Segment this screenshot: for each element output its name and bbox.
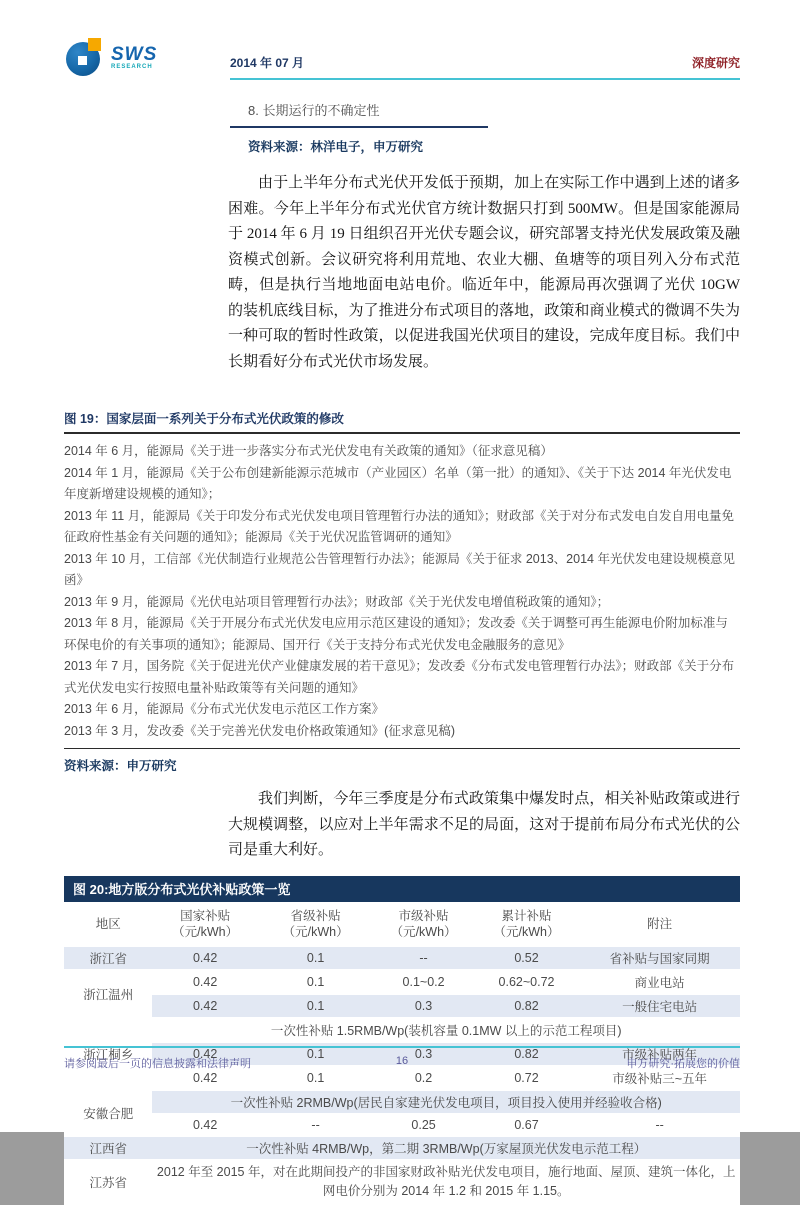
cell-national: 0.42 [152,970,257,994]
cell-municipal: 0.3 [373,1042,473,1066]
cell-national: 0.42 [152,994,257,1018]
page-number: 16 [395,1055,409,1067]
report-date: 2014 年 07 月 [230,56,305,70]
table-row [64,1018,740,1042]
col-note: 附注 [579,902,740,946]
cell-provincial: 0.1 [258,1042,374,1066]
cell-note: 商业电站 [579,970,740,994]
cell-note: 市级补贴三~五年 [579,1066,740,1090]
cell-policy-text: 一次性补贴 2RMB/Wp(居民自家建光伏发电项目，项目投入使用并经验收合格) [152,1090,740,1114]
cell-cumulative: 0.62~0.72 [474,970,579,994]
table-row [64,994,740,1018]
cell-provincial: 0.1 [258,970,374,994]
body-paragraph-2: 我们判断，今年三季度是分布式政策集中爆发时点，相关补贴政策或进行大规模调整，以应对上半年需求不足的局面，这对于提前布局分布式光伏的公司是重大利好。 [228,791,740,858]
report-category: 深度研究 [691,56,740,70]
figure-19 [64,409,740,774]
figure-19-policy-list [64,434,740,748]
cell-provincial: -- [258,1114,374,1136]
cell-region: 浙江温州 [64,970,152,1018]
col-national: 国家补贴 （元/kWh） [152,902,257,946]
cell-note: 市级补贴两年 [579,1042,740,1066]
figure-19-title: 图 19：国家层面一系列关于分布式光伏政策的修改 [64,409,740,434]
policy-item: 2013 年 6 月，能源局《分布式光伏发电示范区工作方案》 [64,702,385,716]
policy-item: 2014 年 6 月，能源局《关于进一步落实分布式光伏发电有关政策的通知》（征求意见稿） [64,444,553,458]
cell-municipal: 0.2 [373,1066,473,1090]
cell-national: 0.42 [152,946,257,970]
logo-brand-text: SWS [111,44,158,65]
section-8-heading: 8. 长期运行的不确定性 [248,103,380,118]
cell-municipal: 0.1~0.2 [373,970,473,994]
cell-municipal: 0.25 [373,1114,473,1136]
cell-cumulative: 0.52 [474,946,579,970]
figure-20 [64,876,740,1205]
footer-slogan: 申万研究·拓展您的价值 [626,1058,740,1070]
cell-cumulative: 0.67 [474,1114,579,1136]
cell-note: -- [579,1114,740,1136]
table-row [64,1136,740,1160]
table-row [64,1114,740,1136]
table-row [64,970,740,994]
policy-item: 2013 年 3 月，发改委《关于完善光伏发电价格政策通知》(征求意见稿) [64,723,456,738]
figure-19-source: 资料来源：申万研究 [64,748,740,774]
body-paragraph-1: 由于上半年分布式光伏开发低于预期，加上在实际工作中遇到上述的诸多困难。今年上半年分布式光伏官方统计数据只打到 500MW。但是国家能源局于 2014 年 6 月 19 日组织召开光伏专题会议，研究部署支持光伏发展政策及融资模式创新。会议研究将利用荒地、农业大棚、鱼塘等的项目列入分布式范畴，但是执行当地地面电站电价。临近年中，能源局再次强调了光伏 10GW 的装机底线目标，为了推进分布式项目的落地，政策和商业模式的微调不失为一种可取的暂时性政策，以促进我国光伏项目的建设，完成年度目标。我们中长期看好分布式光伏市场发展。 [228,175,740,370]
sws-logo-icon [66,38,106,78]
policy-item: 2013 年 9 月，能源局《光伏电站项目管理暂行办法》；财政部《关于光伏发电增值税政策的通知》； [64,594,610,609]
cell-municipal: 0.3 [373,994,473,1018]
sws-logo [66,38,184,78]
cell-note: 一般住宅电站 [579,994,740,1018]
cell-policy-text: 一次性补贴 1.5RMB/Wp(装机容量 0.1MW 以上的示范工程项目) [152,1018,740,1042]
table-row [64,946,740,970]
cell-note: 省补贴与国家同期 [579,946,740,970]
logo-sub-text: RESEARCH [111,64,153,70]
policy-item: 2013 年 8 月，能源局《关于开展分布式光伏发电应用示范区建设的通知》；发改委《关于调整可再生能源电价附加标准与环保电价的有关事项的通知》；能源局、国开行《关于支持分布式光伏发电金融服务的意见》 [64,616,728,652]
cell-national: 0.42 [152,1042,257,1066]
section-8-source: 资料来源：林洋电子，申万研究 [248,140,424,154]
col-municipal: 市级补贴 （元/kWh） [373,902,473,946]
col-provincial: 省级补贴 （元/kWh） [258,902,374,946]
table-row [64,1160,740,1204]
cell-provincial: 0.1 [258,1066,374,1090]
cell-national: 0.42 [152,1114,257,1136]
footer-disclaimer: 请参阅最后一页的信息披露和法律声明 [64,1058,251,1070]
policy-item: 2013 年 11 月，能源局《关于印发分布式光伏发电项目管理暂行办法的通知》；财政部《关于对分布式发电自发自用电量免征政府性基金有关问题的通知》；能源局《关于光伏况监管调研的通知》 [64,508,734,544]
cell-region: 安徽合肥 [64,1090,152,1136]
cell-region: 江西省 [64,1136,152,1160]
policy-item: 2014 年 1 月，能源局《关于公布创建新能源示范城市（产业园区）名单（第一批）的通知》、《关于下达 2014 年光伏发电年度新增建设规模的通知》； [64,465,732,501]
cell-policy-text: 一次性补贴 4RMB/Wp，第二期 3RMB/Wp(万家屋顶光伏发电示范工程） [152,1136,740,1160]
page-header [0,0,800,80]
header-rule [230,54,740,80]
cell-region: 江苏省 [64,1160,152,1204]
cell-cumulative: 0.82 [474,994,579,1018]
cell-policy-text: 2012 年至 2015 年，对在此期间投产的非国家财政补贴光伏发电项目，施行地面、屋顶、建筑一体化，上网电价分别为 2014 年 1.2 和 2015 年 1.15。 [152,1160,740,1204]
cell-national: 0.42 [152,1066,257,1090]
cell-region: 浙江桐乡 [64,1018,152,1090]
page-footer [64,1046,740,1071]
cell-provincial: 0.1 [258,946,374,970]
section-8-underline [230,126,488,128]
policy-item: 2013 年 10 月，工信部《光伏制造行业规范公告管理暂行办法》；能源局《关于征求 2013、2014 年光伏发电建设规模意见函》 [64,551,735,587]
col-cumulative: 累计补贴 （元/kWh） [474,902,579,946]
figure-20-title: 图 20:地方版分布式光伏补贴政策一览 [64,876,740,902]
cell-municipal: -- [373,946,473,970]
cell-cumulative: 0.82 [474,1042,579,1066]
section-8 [230,100,740,155]
table-header-row [64,902,740,946]
cell-cumulative: 0.72 [474,1066,579,1090]
cell-region: 浙江省 [64,946,152,970]
col-region: 地区 [64,902,152,946]
cell-provincial: 0.1 [258,994,374,1018]
policy-item: 2013 年 7 月，国务院《关于促进光伏产业健康发展的若干意见》；发改委《分布式发电管理暂行办法》；财政部《关于分布式光伏发电实行按照电量补贴政策等有关问题的通知》 [64,659,735,695]
table-row [64,1090,740,1114]
